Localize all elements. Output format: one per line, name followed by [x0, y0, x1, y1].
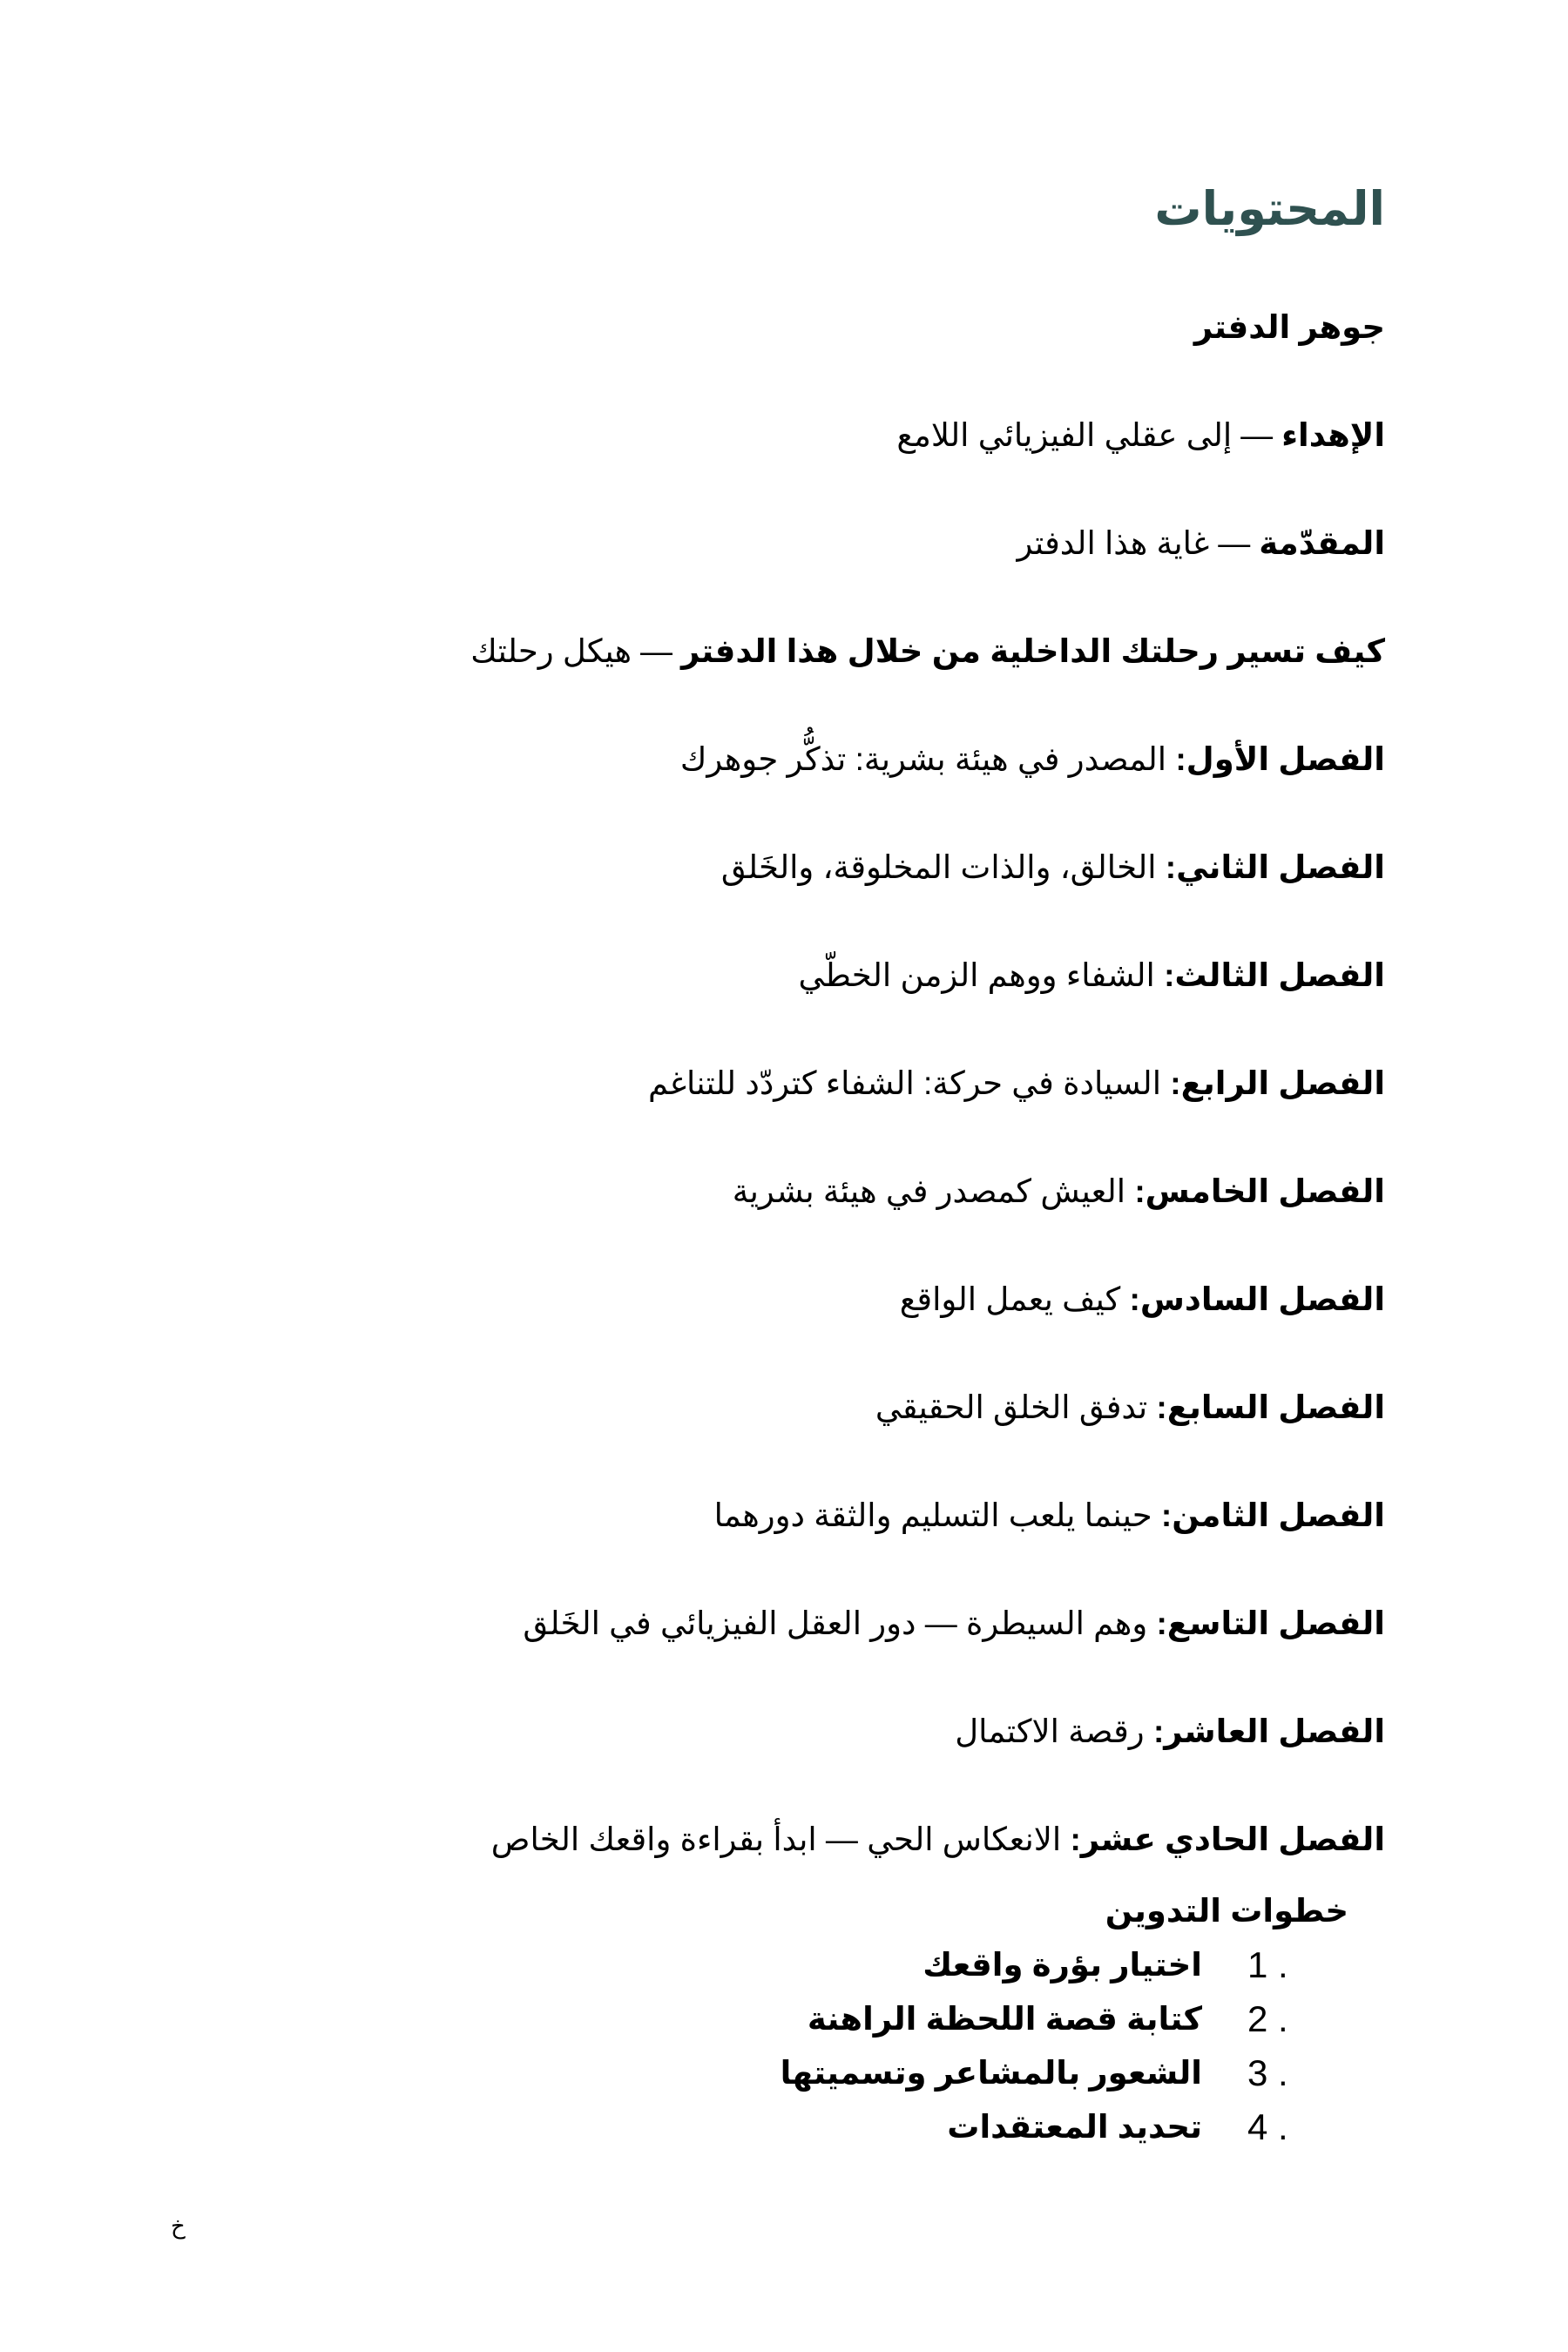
toc-entry-text: حينما يلعب التسليم والثقة دورهما [713, 1497, 1152, 1533]
toc-entry-chapter-4 [648, 1063, 1385, 1105]
toc-entry-text: تدفق الخلق الحقيقي [875, 1389, 1148, 1425]
toc-entry-text: العيش كمصدر في هيئة بشرية [732, 1173, 1126, 1209]
toc-entry-chapter-3 [799, 955, 1385, 997]
journaling-step [0, 2101, 1568, 2153]
toc-entry-label: الفصل الثامن: [1160, 1497, 1385, 1533]
toc-entry-text: وهم السيطرة — دور العقل الفيزيائي في الخَلق [523, 1605, 1148, 1641]
toc-entry-journey-structure [470, 631, 1385, 672]
toc-entry-chapter-8 [714, 1495, 1385, 1537]
toc-entry-label: الفصل التاسع: [1156, 1605, 1385, 1641]
toc-entry-text: إلى عقلي الفيزيائي اللامع [896, 417, 1233, 453]
step-number: 4 . [1247, 2106, 1288, 2147]
toc-entry-chapter-9 [523, 1603, 1385, 1645]
toc-entry-label: المقدّمة [1259, 525, 1385, 561]
toc-entry-text: الخالق، والذات المخلوقة، والخَلق [720, 849, 1157, 885]
journaling-step [0, 1939, 1568, 1991]
toc-entry-label: الفصل الثالث: [1164, 957, 1385, 993]
step-number: 2 . [1247, 1998, 1288, 2039]
toc-entry-text: هيكل رحلتك [470, 633, 632, 669]
toc-entry-text: الانعكاس الحي — ابدأ بقراءة واقعك الخاص [490, 1821, 1062, 1857]
toc-entry-chapter-10 [955, 1711, 1385, 1753]
toc-entry-label: الفصل العاشر: [1152, 1713, 1385, 1749]
page-title: المحتويات [1154, 183, 1385, 235]
step-number: 1 . [1247, 1944, 1288, 1985]
toc-entry-label: الفصل السادس: [1129, 1281, 1385, 1317]
toc-entry-text: السيادة في حركة: الشفاء كتردّد للتناغم [647, 1065, 1161, 1101]
toc-entry-text: المصدر في هيئة بشرية: تذكُّر جوهرك [679, 741, 1167, 777]
step-text: الشعور بالمشاعر وتسميتها [780, 2055, 1202, 2091]
toc-entry-chapter-2 [721, 847, 1385, 889]
journaling-steps-title: خطوات التدوين [1105, 1893, 1348, 1929]
toc-entry-label: كيف تسير رحلتك الداخلية من خلال هذا الدفتر [681, 633, 1385, 669]
toc-entry-chapter-5 [733, 1171, 1385, 1213]
toc-entry-chapter-11 [491, 1819, 1385, 1861]
toc-entry-label: الفصل السابع: [1156, 1389, 1385, 1425]
toc-entry-introduction [1017, 523, 1385, 564]
journaling-step [0, 2047, 1568, 2099]
toc-entry-label: جوهر الدفتر [1193, 309, 1385, 345]
toc-entry-label: الفصل الأول: [1175, 741, 1385, 777]
toc-entry-chapter-6 [900, 1279, 1385, 1321]
toc-entry-chapter-7 [875, 1387, 1385, 1429]
toc-entry-separator: — [1240, 417, 1274, 453]
toc-entry-label: الفصل الثاني: [1165, 849, 1385, 885]
journaling-step [0, 1993, 1568, 2045]
toc-entry-text: رقصة الاكتمال [955, 1713, 1145, 1749]
toc-entry-separator: — [640, 633, 673, 669]
toc-entry-text: الشفاء ووهم الزمن الخطّي [798, 957, 1155, 993]
step-number: 3 . [1247, 2052, 1288, 2093]
toc-entry-text: غاية هذا الدفتر [1017, 525, 1210, 561]
toc-entry-dedication [896, 415, 1385, 456]
toc-entry-essence [1194, 307, 1385, 348]
page-number: خ [171, 2213, 186, 2239]
toc-entry-chapter-1 [680, 739, 1385, 781]
toc-entry-text: كيف يعمل الواقع [899, 1281, 1121, 1317]
step-text: كتابة قصة اللحظة الراهنة [807, 2001, 1202, 2037]
toc-entry-label: الإهداء [1281, 417, 1385, 453]
toc-entry-label: الفصل الرابع: [1170, 1065, 1385, 1101]
toc-entry-label: الفصل الحادي عشر: [1070, 1821, 1385, 1857]
step-text: اختيار بؤرة واقعك [923, 1947, 1202, 1983]
toc-entry-separator: — [1218, 525, 1251, 561]
toc-entry-label: الفصل الخامس: [1134, 1173, 1385, 1209]
step-text: تحديد المعتقدات [947, 2109, 1202, 2145]
